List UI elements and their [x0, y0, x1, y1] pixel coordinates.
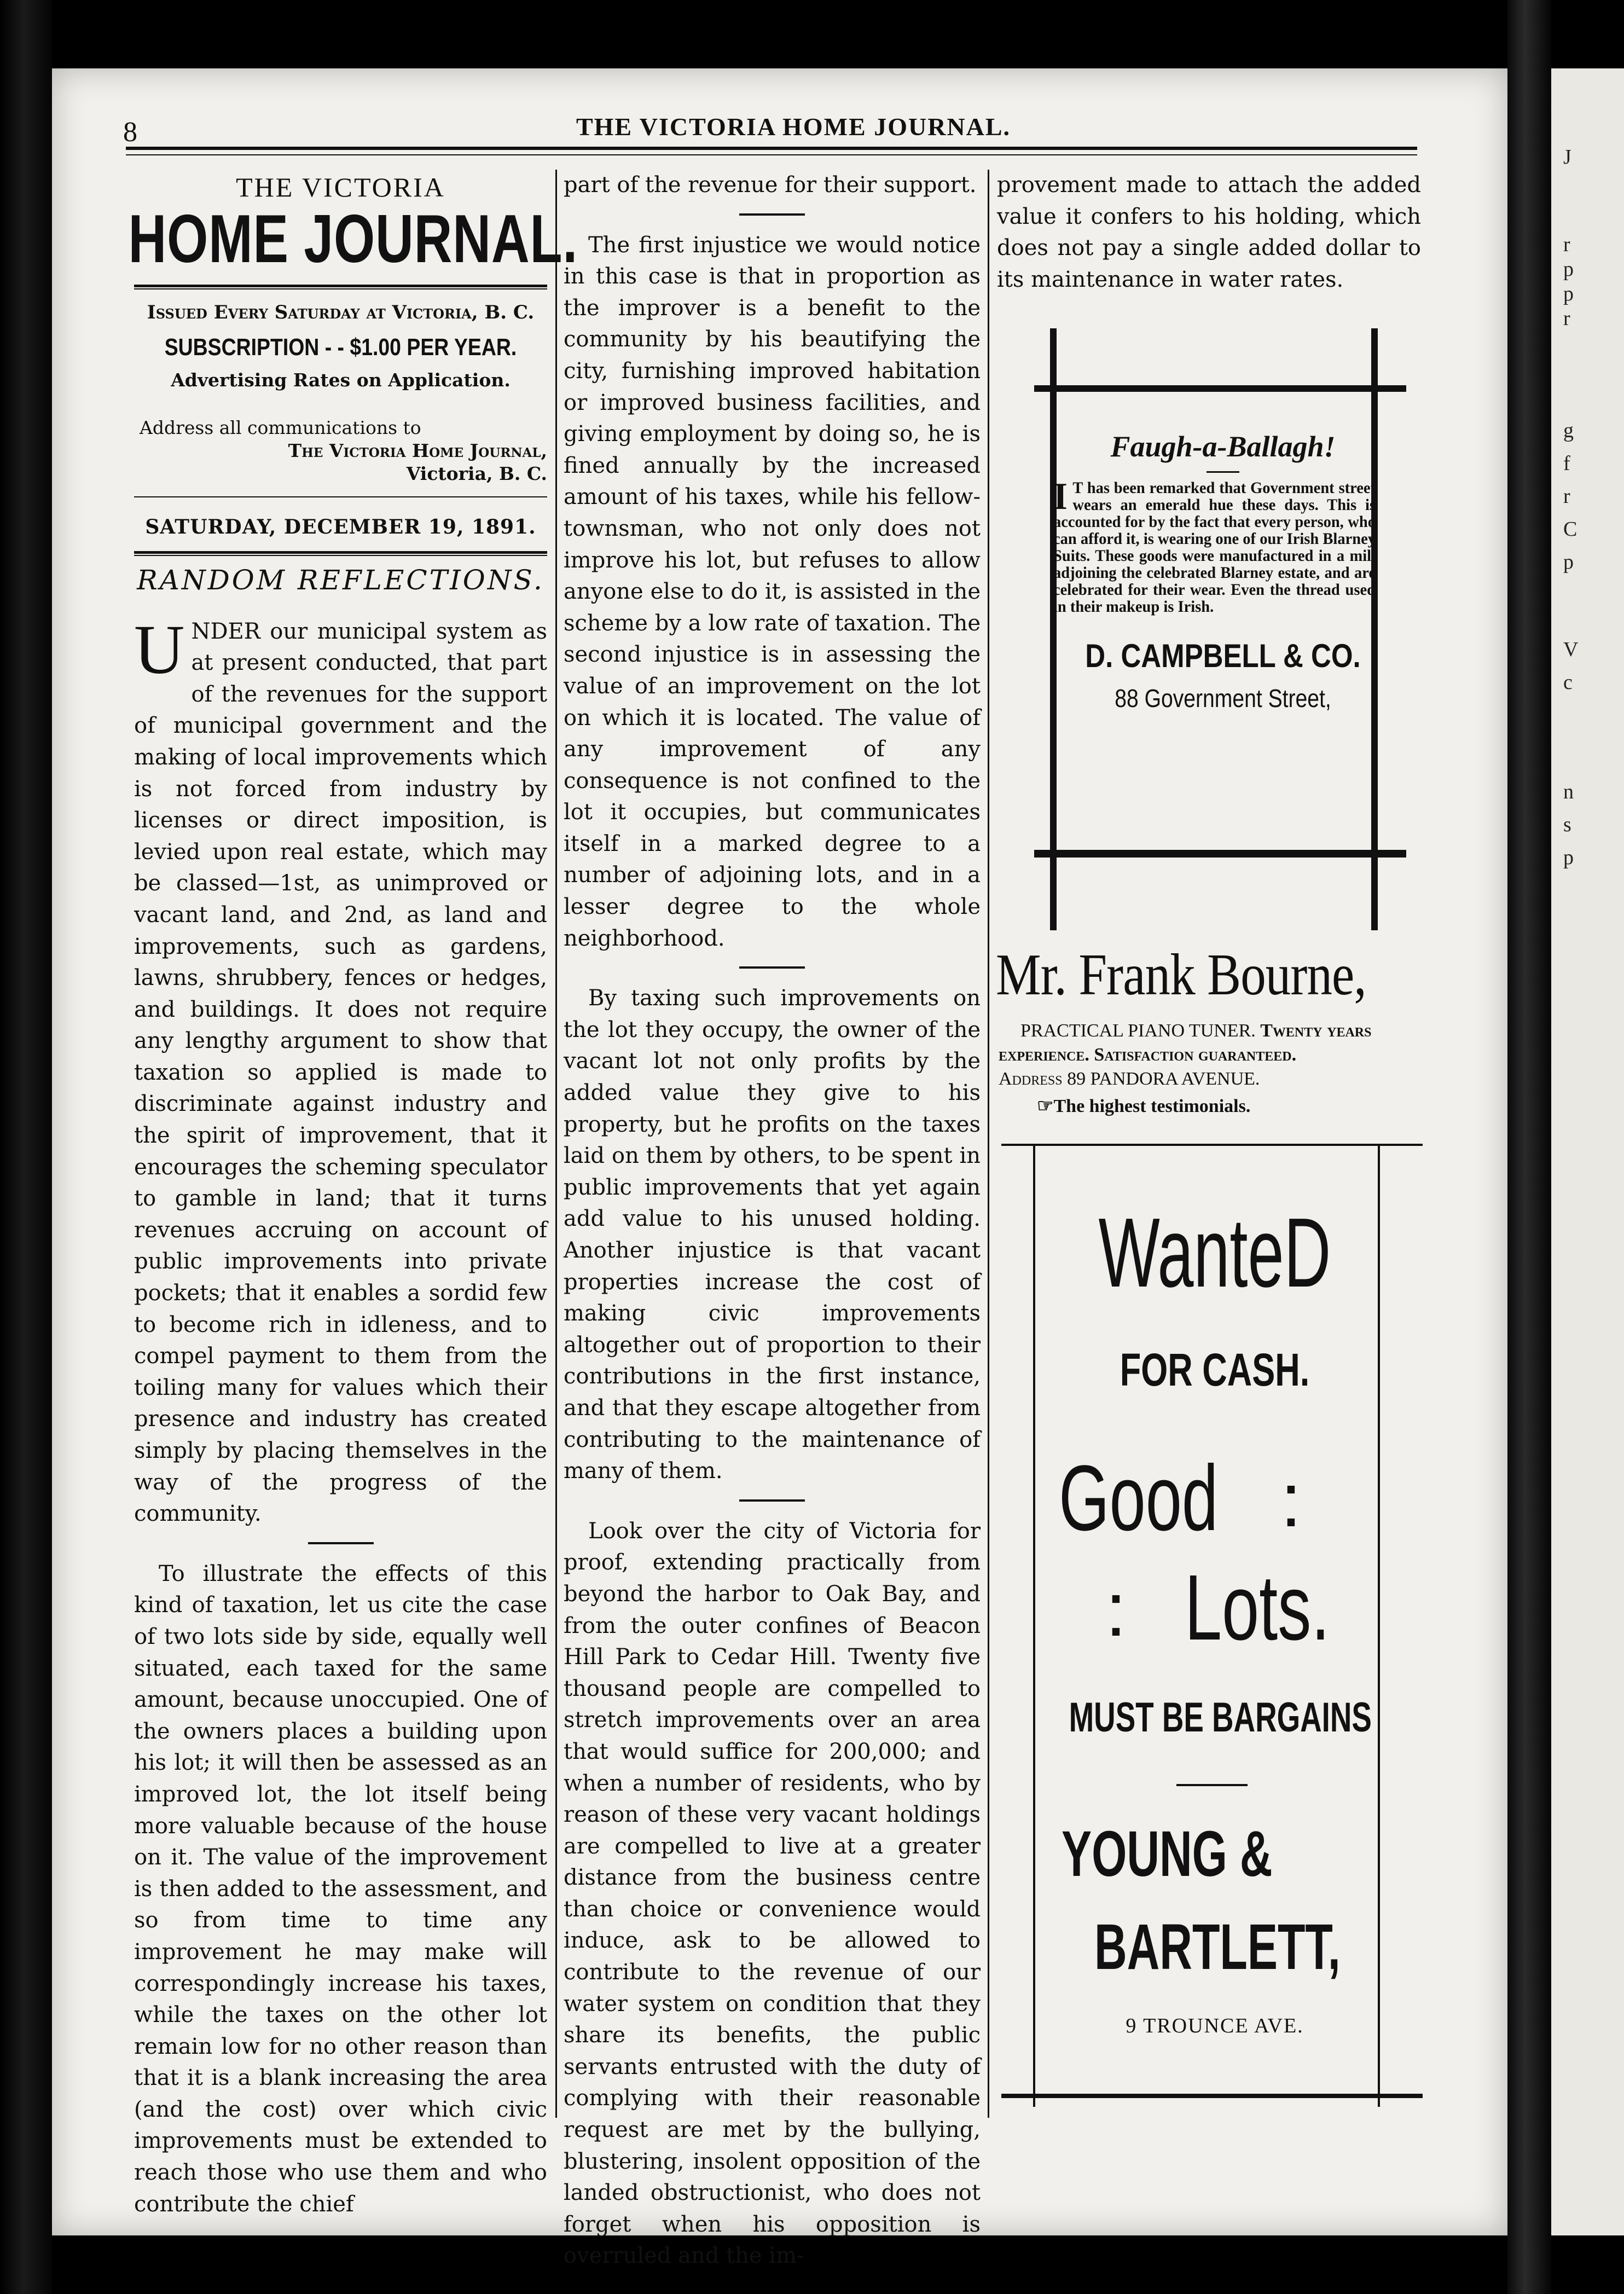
section-divider [739, 213, 805, 216]
running-head: THE VICTORIA HOME JOURNAL. [576, 113, 1011, 141]
column-rule [988, 170, 989, 2118]
date-rule-bottom [134, 551, 547, 554]
paragraph-text: NDER our municipal system as at present conducted, that part of the revenues for the support of municipal government and the making of local improvements which is not forced from industry by licenses or direct imposition, is levied upon real estate, which may be classed—1st, as unimproved or vacant land, and 2nd, as land and improvements, such as gardens, lawns, shrubbery, fences or hedges, and buildings. It does not require any lengthy argument to show that taxation so applied is made to discriminate against industry and the spirit of improvement, that it encourages the scheming speculator to gamble in land; that it turns revenues accruing on account of public improvements into private pockets; that it enables a sordid few to become rich in idleness, and to compel payment to them from the toiling many for values which their presence and industry has created simply by placing themselves in the way of the progress of the community. [134, 618, 547, 1527]
column-2 [564, 170, 981, 2272]
good-word: Good [1059, 1446, 1219, 1550]
head-rule-thin [126, 154, 1417, 155]
address-block [134, 416, 547, 485]
young-address: 9 TROUNCE AVE. [1126, 2014, 1304, 2037]
bourne-title: PRACTICAL PIANO TUNER. [1020, 1021, 1256, 1041]
wanted-headline: WanteD [1098, 1198, 1331, 1308]
article-paragraph: To illustrate the effects of this kind of taxation, let us cite the case of two lots side by side, equally well situated, each taxed for the same amount, because unoccupied. One of the owners places a building upon his lot; it will then be assessed as an improved lot, the lot itself being more valuable because of the house on it. The value of the improvement is then added to the assessment, and so from time to time any improvement he may make will correspondingly increase his taxes, while the taxes on the other lot remain low for no other reason than that it is a blank increasing the area (and the cost) over which civic improvements must be extended to reach those who use them and who contribute the chief [134, 1561, 547, 2217]
address-line: Victoria, B. C. [406, 463, 547, 485]
colon-mark: : [1105, 1566, 1127, 1652]
section-title: RANDOM REFLECTIONS. [137, 564, 544, 596]
drop-cap: U [134, 610, 185, 688]
fragment-text: C [1563, 518, 1577, 541]
fragment-text: c [1563, 671, 1573, 694]
ad-headline: Faugh-a-Ballagh! [1110, 430, 1336, 463]
masthead-the-victoria: THE VICTORIA [236, 172, 445, 202]
ad-address: 88 Government Street, [1115, 684, 1331, 712]
section-divider [739, 966, 805, 969]
film-border-left [0, 0, 52, 2294]
fragment-text: V [1563, 638, 1579, 661]
fragment-text: p [1563, 846, 1574, 869]
article-paragraph: provement made to attach the added value it confers to his holding, which does not pay a single added dollar to its maintenance in water rates. [997, 172, 1421, 292]
fragment-text: J [1563, 146, 1571, 169]
masthead-rule [134, 285, 547, 287]
fragment-text: p [1563, 551, 1574, 574]
address-line: The Victoria Home Journal, [288, 440, 547, 462]
bourne-ad-name: Mr. Frank Bourne, [996, 942, 1366, 1007]
masthead-rule-thin [134, 288, 547, 289]
article-paragraph: part of the revenue for their support. [564, 172, 977, 198]
for-cash: FOR CASH. [1120, 1344, 1310, 1395]
fragment-text: n [1563, 780, 1574, 803]
young-name: YOUNG & [1062, 1818, 1273, 1890]
lots-word: Lots. [1185, 1556, 1330, 1660]
fragment-text: r [1563, 485, 1570, 508]
masthead-title: HOME JOURNAL. [128, 201, 578, 277]
must-be-bargains: MUST BE BARGAINS [1069, 1694, 1372, 1741]
page-number: 8 [123, 117, 137, 148]
bourne-line [999, 1019, 1420, 1067]
fragment-text: r [1563, 233, 1570, 256]
ad-rule [1176, 1784, 1248, 1786]
advertising-rates: Advertising Rates on Application. [171, 369, 511, 391]
column-1 [128, 170, 578, 2220]
fragment-text: g [1563, 419, 1574, 442]
article-paragraph [134, 610, 547, 1530]
ad-rule [1207, 471, 1239, 473]
fragment-text: r [1563, 307, 1570, 330]
issue-date: SATURDAY, DECEMBER 19, 1891. [145, 515, 536, 539]
issued-line: Issued Every Saturday at Victoria, B. C. [147, 301, 535, 323]
adjacent-page-fragment [1551, 68, 1624, 2235]
article-paragraph: By taxing such improvements on the lot they occupy, the owner of the vacant lot not only profits by the added value they give to his property, but he profits on the taxes laid on them by others, to be spent in public improvements that yet again add value to his unused holding. Another injustice is that vacant properties increase the cost of making civic improvements altogether out of proportion to their contributions in the first instance, and that they escape altogether from contributing to the maintenance of many of them. [564, 986, 981, 1484]
section-divider [739, 1499, 805, 1502]
film-gutter-right [1507, 0, 1551, 2294]
column-3 [997, 170, 1421, 296]
head-rule [126, 147, 1417, 150]
article-paragraph: Look over the city of Victoria for proof, extending practically from beyond the harbor to Oak Bay, and from the outer confines of Beacon Hill Park to Cedar Hill. Twenty five thousand people are compelled to stretch improvements over an area that would suffice for 200,000; and when a number of residents, who by reason of these very vacant holdings are compelled to live at a greater distance from the business centre than choice or convenience would induce, ask to be allowed to contribute to the revenue of our water system on condition that they share its benefits, the public servants entrusted with the duty of complying with their reasonable request are met by the bullying, blustering, insolent opposition of the landed obstructionist, who does not forget when his opposition is overruled and the im- [564, 1518, 981, 2269]
fragment-text: f [1563, 452, 1570, 475]
subscription-line: SUBSCRIPTION - - $1.00 PER YEAR. [164, 334, 517, 361]
bourne-address: Address 89 PANDORA AVENUE. [999, 1069, 1260, 1089]
fragment-text: p [1563, 258, 1574, 281]
colon-mark: : [1280, 1457, 1302, 1543]
campbell-ad [1053, 413, 1393, 713]
bartlett-name: BARTLETT, [1094, 1911, 1341, 1983]
date-rule-top [134, 496, 547, 497]
date-rule-bottom-thin [134, 555, 547, 556]
ad-drop-cap: I [1053, 476, 1068, 518]
ad-firm-name: D. CAMPBELL & CO. [1085, 638, 1361, 674]
fragment-text: s [1563, 813, 1571, 836]
section-divider [308, 1542, 374, 1544]
bourne-experience: Twenty years experience. Satisfaction guaranteed. [999, 1021, 1372, 1065]
article-paragraph: The first injustice we would notice in this case is that in proportion as the improver is a benefit to the community by his beautifying the city, furnishing improved habitation or improved business facilities, and giving employment by doing so, he is fined annually by the increased amount of his taxes, while his fellow-townsman, who not only does not improve his lot, but refuses to allow anyone else to do it, is assisted in the scheme by a low rate of taxation. The second injustice is in assessing the value of an improvement on the lot on which it is located. The value of any improvement of any consequence is not confined to the lot it occupies, but communicates itself in a marked degree to a number of adjoining lots, and in a lesser degree to the whole neighborhood. [564, 232, 981, 951]
bourne-testimonials: ☞The highest testimonials. [1037, 1096, 1251, 1116]
fragment-text: p [1563, 282, 1574, 305]
ad-body [1053, 476, 1376, 616]
bourne-ad-body [999, 1019, 1420, 1119]
address-line: Address all communications to [140, 417, 421, 439]
ad-text: T has been remarked that Government street wears an emerald hue these days. This is accounted for by the fact that every person, who can afford it, is wearing one of our Irish Blarney Suits. These goods were manufactured in a mill adjoining the celebrated Blarney estate, and are celebrated for their wear. Even the thread used in their makeup is Irish. [1053, 479, 1376, 616]
column-rule [555, 170, 557, 2118]
